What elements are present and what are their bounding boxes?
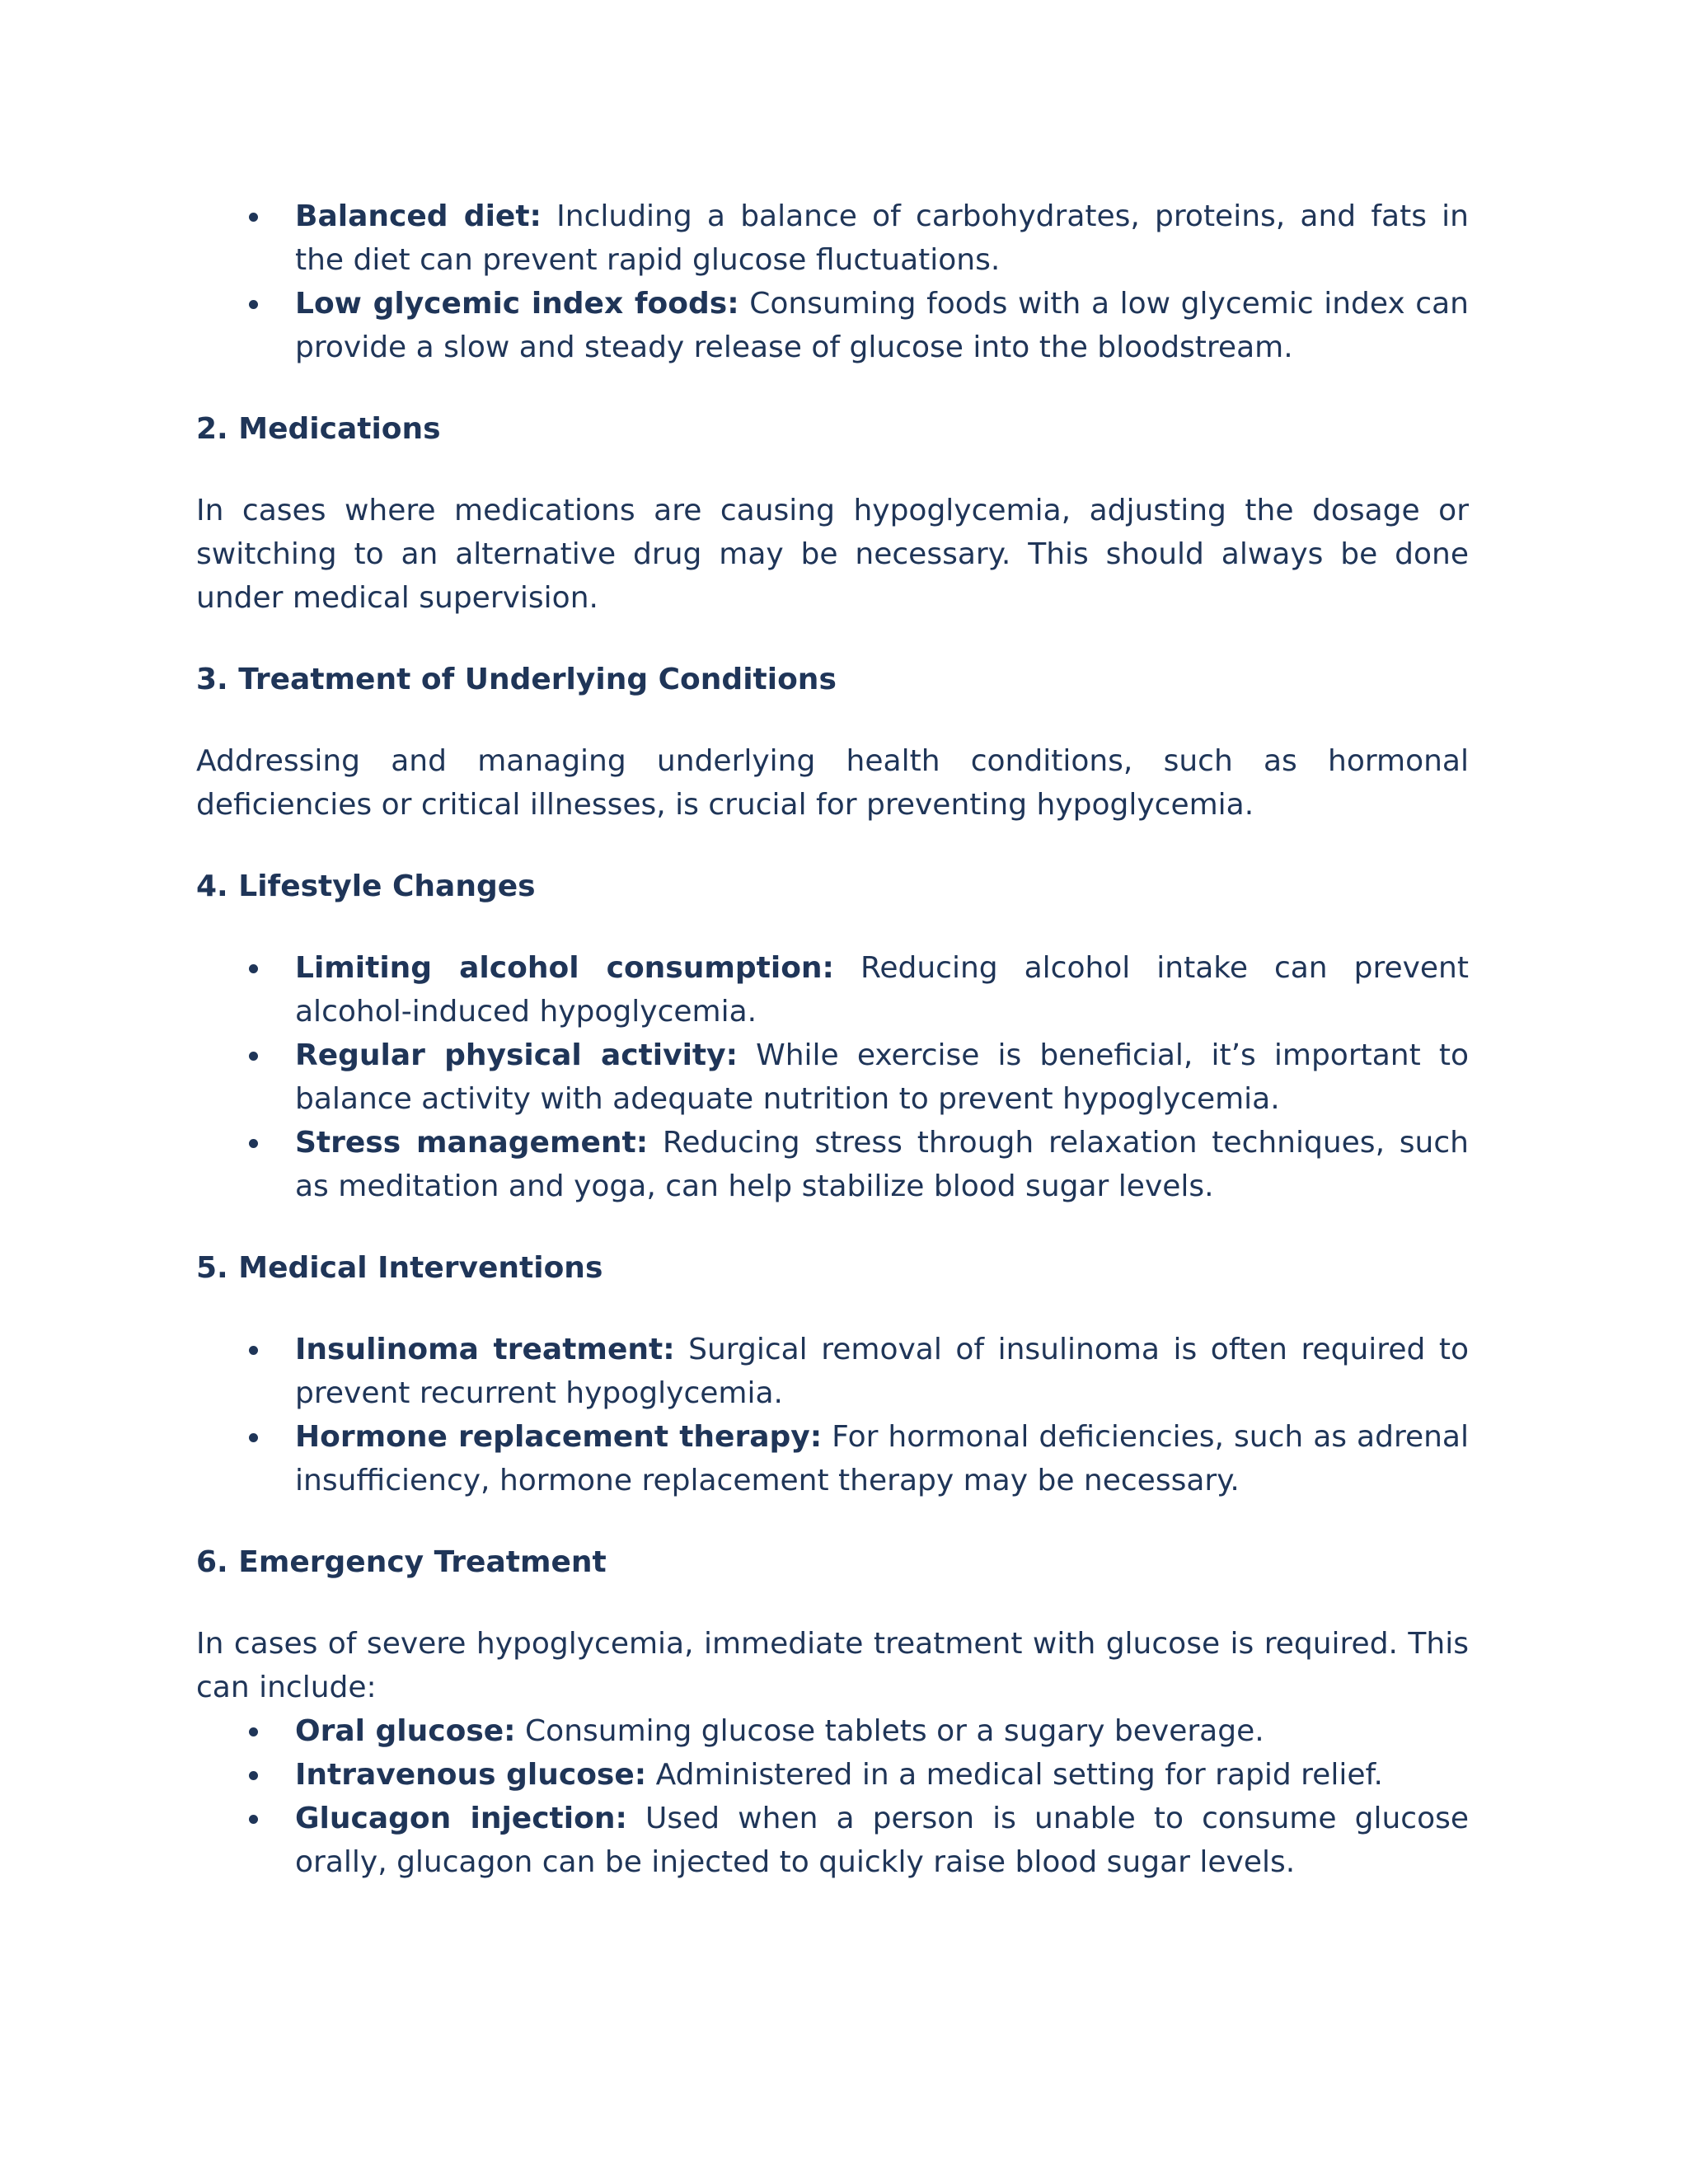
document-page — [196, 194, 1469, 1884]
bullet-icon — [249, 300, 258, 309]
section-heading-lifestyle-changes: 4. Lifestyle Changes — [196, 869, 536, 903]
underlying-conditions-paragraph: Addressing and managing underlying health conditions, such as hormonal deficiencies or critical illnesses, is crucial for preventing hypoglycemia. — [196, 744, 1469, 822]
list-item-term: Hormone replacement therapy: — [295, 1420, 823, 1454]
list-item — [196, 1797, 1469, 1884]
list-item — [196, 194, 1469, 282]
list-item-term: Limiting alcohol consumption: — [295, 951, 834, 985]
bullet-icon — [249, 1139, 258, 1148]
list-item — [196, 1753, 1469, 1797]
list-item-text: Administered in a medical setting for rapid relief. — [655, 1758, 1383, 1792]
bullet-icon — [249, 1433, 258, 1442]
bullet-icon — [249, 1346, 258, 1355]
emergency-list — [196, 1709, 1469, 1884]
list-item-term: Glucagon injection: — [295, 1802, 627, 1835]
list-item — [196, 1121, 1469, 1208]
list-item — [196, 282, 1469, 369]
bullet-icon — [249, 1052, 258, 1061]
list-item-term: Stress management: — [295, 1126, 649, 1160]
list-item — [196, 1709, 1469, 1753]
bullet-icon — [249, 1771, 258, 1780]
list-item-term: Insulinoma treatment: — [295, 1333, 675, 1366]
list-item-text: Surgical removal of insulinoma is often required to prevent recurrent hypoglycemia. — [295, 1333, 1469, 1410]
bullet-icon — [249, 1815, 258, 1824]
list-item-text: While exercise is beneficial, it’s important to balance activity with adequate nutrition to prevent hypoglycemia. — [295, 1038, 1469, 1116]
list-item-term: Oral glucose: — [295, 1714, 516, 1748]
section-heading-medical-interventions: 5. Medical Interventions — [196, 1251, 603, 1285]
lifestyle-list — [196, 946, 1469, 1208]
list-item-term: Low glycemic index foods: — [295, 287, 739, 321]
diet-list — [196, 194, 1469, 369]
section-heading-underlying-conditions: 3. Treatment of Underlying Conditions — [196, 663, 837, 696]
list-item-text: Including a balance of carbohydrates, proteins, and fats in the diet can prevent rapid glucose fluctuations. — [295, 199, 1469, 277]
list-item-term: Regular physical activity: — [295, 1038, 738, 1072]
list-item — [196, 1415, 1469, 1502]
section-heading-emergency-treatment: 6. Emergency Treatment — [196, 1545, 607, 1579]
list-item — [196, 946, 1469, 1033]
bullet-icon — [249, 1727, 258, 1736]
list-item-term: Intravenous glucose: — [295, 1758, 647, 1792]
bullet-icon — [249, 964, 258, 973]
list-item-text: For hormonal deficiencies, such as adrenal insufficiency, hormone replacement therapy may be necessary. — [295, 1420, 1469, 1497]
list-item — [196, 1033, 1469, 1121]
medications-paragraph: In cases where medications are causing hypoglycemia, adjusting the dosage or switching to an alternative drug may be necessary. This should always be done under medical supervision. — [196, 494, 1469, 615]
interventions-list — [196, 1328, 1469, 1502]
emergency-paragraph: In cases of severe hypoglycemia, immediate treatment with glucose is required. This can include: — [196, 1627, 1469, 1704]
list-item-text: Reducing stress through relaxation techniques, such as meditation and yoga, can help stabilize blood sugar levels. — [295, 1126, 1469, 1203]
list-item-text: Consuming glucose tablets or a sugary beverage. — [525, 1714, 1264, 1748]
list-item-text: Consuming foods with a low glycemic index can provide a slow and steady release of glucose into the bloodstream. — [295, 287, 1469, 364]
bullet-icon — [249, 213, 258, 222]
list-item — [196, 1328, 1469, 1415]
list-item-text: Reducing alcohol intake can prevent alcohol-induced hypoglycemia. — [295, 951, 1469, 1029]
section-heading-medications: 2. Medications — [196, 412, 441, 446]
list-item-term: Balanced diet: — [295, 199, 542, 233]
list-item-text: Used when a person is unable to consume glucose orally, glucagon can be injected to quickly raise blood sugar levels. — [295, 1802, 1470, 1879]
